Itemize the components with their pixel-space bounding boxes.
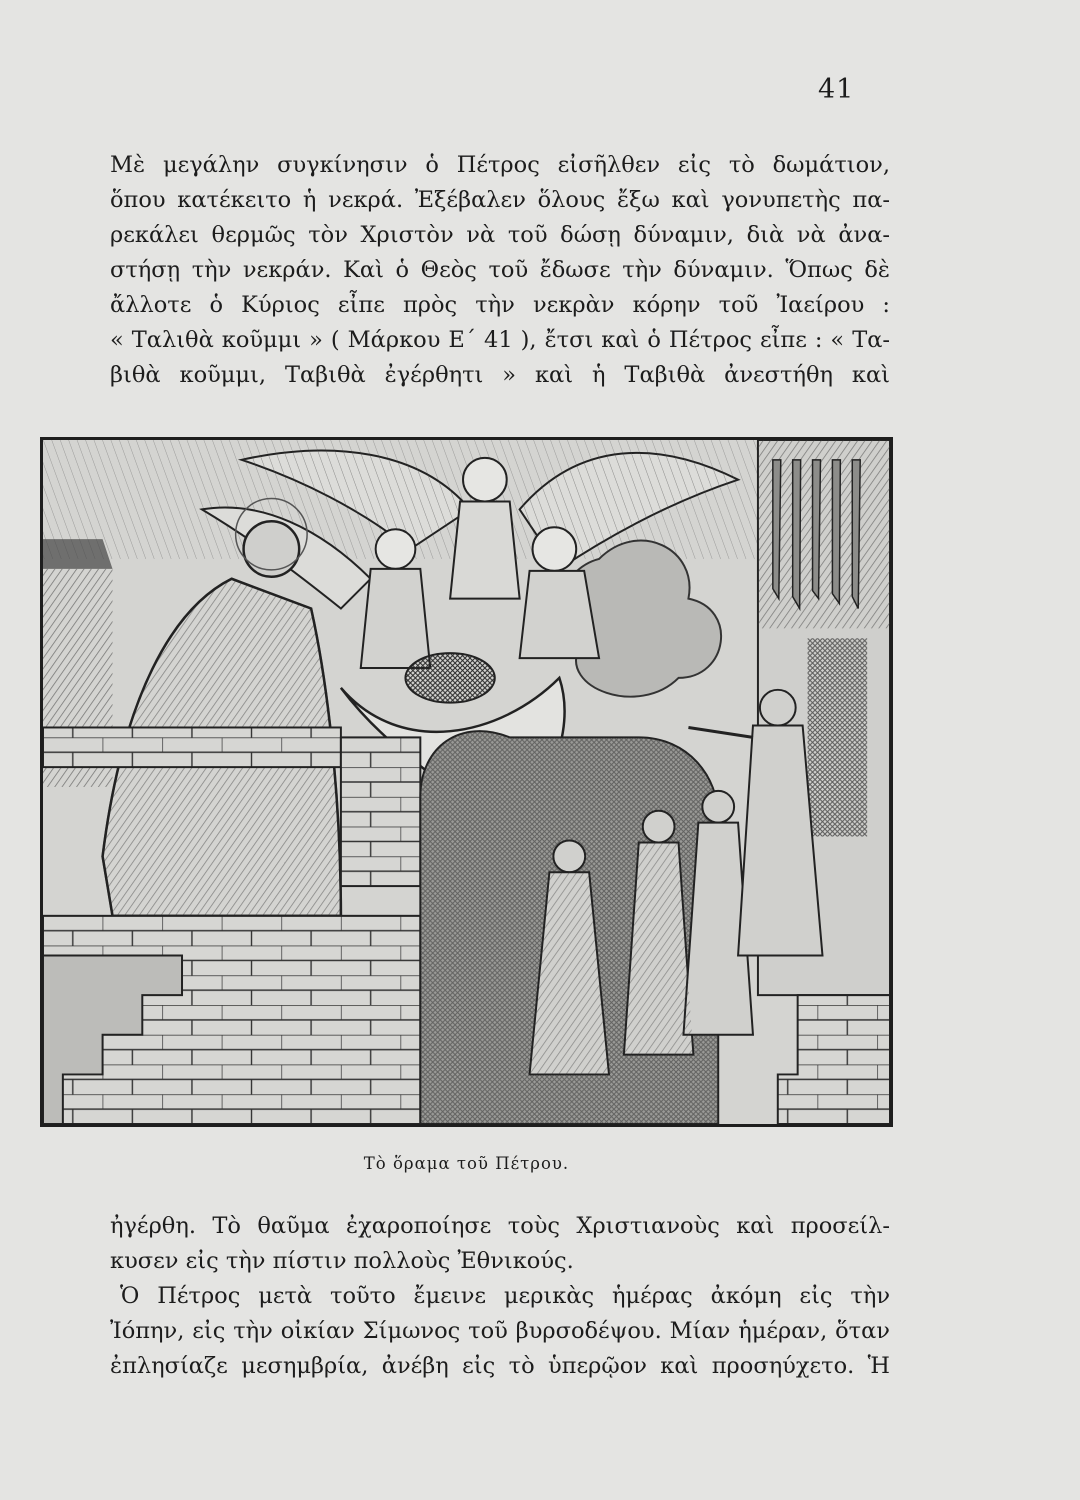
text-line: Μὲ μεγάλην συγκίνησιν ὁ Πέτρος εἰσῆλθεν εἰς τὸ δωμάτιον,: [110, 152, 890, 178]
engraving-drawing: [43, 440, 890, 1124]
text-line: ρεκάλει θερμῶς τὸν Χριστὸν νὰ τοῦ δώσῃ δύναμιν, διὰ νὰ ἀνα-: [110, 222, 890, 248]
text-line: ἠγέρθη. Τὸ θαῦμα ἐχαροποίησε τοὺς Χριστιανοὺς καὶ προσείλ-: [110, 1213, 890, 1239]
paragraph-top: [110, 148, 890, 393]
text-line: Ὁ Πέτρος μετὰ τοῦτο ἔμεινε μερικὰς ἡμέρας ἀκόμη εἰς τὴν: [120, 1283, 890, 1309]
roof-parapet: [43, 727, 341, 767]
animals-in-sheet: [405, 653, 494, 703]
text-line: ἐπλησίαζε μεσημβρία, ἀνέβη εἰς τὸ ὑπερῷον καὶ προσηύχετο. Ἡ: [110, 1353, 890, 1379]
text-line: « Ταλιθὰ κοῦμμι » ( Μάρκου Ε΄ 41 ), ἔτσι καὶ ὁ Πέτρος εἶπε : « Τα-: [110, 327, 890, 353]
figure-caption: Τὸ ὅραμα τοῦ Πέτρου.: [363, 1154, 570, 1173]
text-line: Ἰόπην, εἰς τὴν οἰκίαν Σίμωνος τοῦ βυρσοδέψου. Μίαν ἡμέραν, ὅταν: [110, 1318, 890, 1344]
text-line: ὅπου κατέκειτο ἡ νεκρά. Ἐξέβαλεν ὅλους ἔξω καὶ γονυπετὴς πα-: [110, 187, 890, 213]
text-line: ἄλλοτε ὁ Κύριος εἶπε πρὸς τὴν νεκρὰν κόρην τοῦ Ἰαείρου :: [110, 292, 890, 318]
text-line: κυσεν εἰς τὴν πίστιν πολλοὺς Ἐθνικούς.: [110, 1248, 574, 1274]
text-line: βιθὰ κοῦμμι, Ταβιθὰ ἐγέρθητι » καὶ ἡ Ταβιθὰ ἀνεστήθη καὶ: [110, 362, 890, 388]
page-number: 41: [818, 74, 855, 105]
text-line: στήσῃ τὴν νεκράν. Καὶ ὁ Θεὸς τοῦ ἔδωσε τὴν δύναμιν. Ὅπως δὲ: [110, 257, 890, 283]
engraving-illustration: [40, 437, 893, 1127]
paragraph-bottom: [110, 1209, 890, 1384]
